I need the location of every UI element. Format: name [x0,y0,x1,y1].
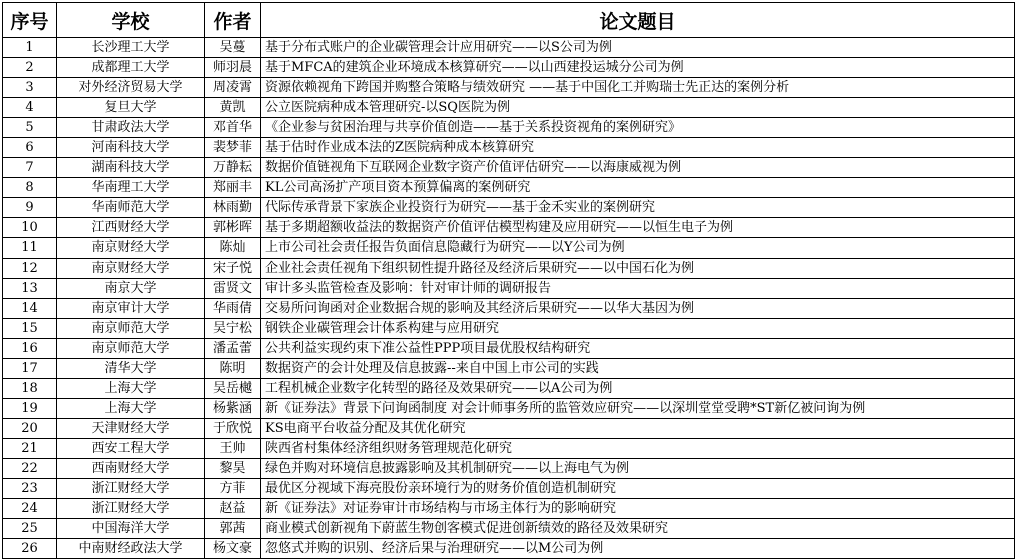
row-title: 上市公司社会责任报告负面信息隐藏行为研究——以Y公司为例 [261,238,1015,258]
row-title: 公立医院病种成本管理研究-以SQ医院为例 [261,98,1015,118]
header-school: 学校 [57,3,205,38]
row-title: 企业社会责任视角下组织韧性提升路径及经济后果研究——以中国石化为例 [261,258,1015,278]
row-title: 新《证券法》背景下问询函制度 对会计师事务所的监管效应研究——以深圳堂堂受聘*ST新亿被问询为例 [261,398,1015,418]
table-row [3,358,1015,378]
table-row [3,519,1015,539]
row-index: 5 [3,118,57,138]
paper-list-table-container [2,2,1015,559]
row-title: 《企业参与贫困治理与共享价值创造——基于关系投资视角的案例研究》 [261,118,1015,138]
row-school: 西安工程大学 [57,438,205,458]
table-row [3,458,1015,478]
row-index: 3 [3,78,57,98]
row-title: 基于多期超额收益法的数据资产价值评估模型构建及应用研究——以恒生电子为例 [261,218,1015,238]
row-author: 师羽晨 [205,58,261,78]
row-index: 19 [3,398,57,418]
row-school: 复旦大学 [57,98,205,118]
row-title: KS电商平台收益分配及其优化研究 [261,418,1015,438]
row-index: 21 [3,438,57,458]
table-row [3,198,1015,218]
row-title: 审计多头监管检查及影响：针对审计师的调研报告 [261,278,1015,298]
row-title: KL公司高汤扩产项目资本预算偏离的案例研究 [261,178,1015,198]
table-row [3,378,1015,398]
row-index: 25 [3,519,57,539]
row-school: 南京师范大学 [57,338,205,358]
row-school: 华南理工大学 [57,178,205,198]
row-title: 最优区分视域下海亮股份亲环境行为的财务价值创造机制研究 [261,479,1015,499]
row-author: 周凌霄 [205,78,261,98]
row-author: 林雨勤 [205,198,261,218]
row-author: 吴宁松 [205,318,261,338]
table-row [3,218,1015,238]
row-index: 10 [3,218,57,238]
row-author: 华雨倩 [205,298,261,318]
row-title: 代际传承背景下家族企业投资行为研究——基于金禾实业的案例研究 [261,198,1015,218]
row-school: 甘肃政法大学 [57,118,205,138]
row-author: 郑丽丰 [205,178,261,198]
row-index: 13 [3,278,57,298]
row-school: 清华大学 [57,358,205,378]
row-index: 4 [3,98,57,118]
row-author: 陈明 [205,358,261,378]
table-row [3,238,1015,258]
row-school: 南京大学 [57,278,205,298]
row-school: 湖南科技大学 [57,158,205,178]
row-title: 公共利益实现约束下准公益性PPP项目最优股权结构研究 [261,338,1015,358]
header-title: 论文题目 [261,3,1015,38]
row-title: 工程机械企业数字化转型的路径及效果研究——以A公司为例 [261,378,1015,398]
row-index: 24 [3,499,57,519]
row-title: 忽悠式并购的识别、经济后果与治理研究——以M公司为例 [261,539,1015,559]
table-row [3,438,1015,458]
row-title: 数据价值链视角下互联网企业数字资产价值评估研究——以海康威视为例 [261,158,1015,178]
row-title: 钢铁企业碳管理会计体系构建与应用研究 [261,318,1015,338]
table-row [3,158,1015,178]
table-row [3,479,1015,499]
row-author: 杨紫涵 [205,398,261,418]
row-index: 2 [3,58,57,78]
row-index: 9 [3,198,57,218]
table-row [3,418,1015,438]
row-school: 天津财经大学 [57,418,205,438]
row-school: 对外经济贸易大学 [57,78,205,98]
row-title: 基于MFCA的建筑企业环境成本核算研究——以山西建投运城分公司为例 [261,58,1015,78]
row-school: 西南财经大学 [57,458,205,478]
header-index: 序号 [3,3,57,38]
row-author: 宋子悦 [205,258,261,278]
paper-list-table [2,2,1015,559]
row-author: 杨文豪 [205,539,261,559]
row-author: 万静耘 [205,158,261,178]
row-school: 中国海洋大学 [57,519,205,539]
row-school: 江西财经大学 [57,218,205,238]
table-row [3,278,1015,298]
table-row [3,298,1015,318]
row-index: 1 [3,38,57,58]
table-row [3,258,1015,278]
row-school: 浙江财经大学 [57,499,205,519]
row-index: 22 [3,458,57,478]
row-author: 黎昊 [205,458,261,478]
row-author: 吴岳樾 [205,378,261,398]
row-index: 26 [3,539,57,559]
row-title: 陕西省村集体经济组织财务管理规范化研究 [261,438,1015,458]
row-school: 上海大学 [57,398,205,418]
row-title: 商业模式创新视角下蔚蓝生物创客模式促进创新绩效的路径及效果研究 [261,519,1015,539]
table-row [3,58,1015,78]
row-index: 20 [3,418,57,438]
header-row [3,3,1015,38]
row-index: 18 [3,378,57,398]
row-author: 郭彬晖 [205,218,261,238]
table-row [3,178,1015,198]
table-row [3,539,1015,559]
row-school: 上海大学 [57,378,205,398]
row-author: 陈灿 [205,238,261,258]
row-index: 8 [3,178,57,198]
row-school: 南京审计大学 [57,298,205,318]
row-school: 中南财经政法大学 [57,539,205,559]
row-index: 7 [3,158,57,178]
row-author: 潘孟蕾 [205,338,261,358]
table-row [3,318,1015,338]
row-school: 河南科技大学 [57,138,205,158]
row-school: 成都理工大学 [57,58,205,78]
row-school: 长沙理工大学 [57,38,205,58]
row-index: 15 [3,318,57,338]
row-index: 14 [3,298,57,318]
row-author: 雷贤文 [205,278,261,298]
row-title: 资源依赖视角下跨国并购整合策略与绩效研究 ——基于中国化工并购瑞士先正达的案例分析 [261,78,1015,98]
row-author: 邓首华 [205,118,261,138]
table-body [3,38,1015,559]
table-row [3,398,1015,418]
table-row [3,98,1015,118]
row-title: 交易所问询函对企业数据合规的影响及其经济后果研究——以华大基因为例 [261,298,1015,318]
row-index: 12 [3,258,57,278]
row-author: 王帅 [205,438,261,458]
row-index: 6 [3,138,57,158]
row-title: 基于估时作业成本法的Z医院病种成本核算研究 [261,138,1015,158]
row-author: 黄凯 [205,98,261,118]
table-row [3,78,1015,98]
row-author: 吴蔓 [205,38,261,58]
row-title: 数据资产的会计处理及信息披露--来自中国上市公司的实践 [261,358,1015,378]
row-title: 基于分布式账户的企业碳管理会计应用研究——以S公司为例 [261,38,1015,58]
row-author: 郭茜 [205,519,261,539]
row-index: 23 [3,479,57,499]
row-school: 浙江财经大学 [57,479,205,499]
table-row [3,118,1015,138]
table-row [3,38,1015,58]
row-school: 南京财经大学 [57,238,205,258]
row-author: 裴梦菲 [205,138,261,158]
table-row [3,138,1015,158]
table-row [3,338,1015,358]
header-author: 作者 [205,3,261,38]
row-index: 17 [3,358,57,378]
row-school: 华南师范大学 [57,198,205,218]
row-school: 南京财经大学 [57,258,205,278]
row-title: 绿色并购对环境信息披露影响及其机制研究——以上海电气为例 [261,458,1015,478]
row-author: 赵益 [205,499,261,519]
row-index: 11 [3,238,57,258]
row-index: 16 [3,338,57,358]
table-row [3,499,1015,519]
row-school: 南京师范大学 [57,318,205,338]
row-author: 于欣悦 [205,418,261,438]
row-title: 新《证券法》对证券审计市场结构与市场主体行为的影响研究 [261,499,1015,519]
row-author: 方菲 [205,479,261,499]
